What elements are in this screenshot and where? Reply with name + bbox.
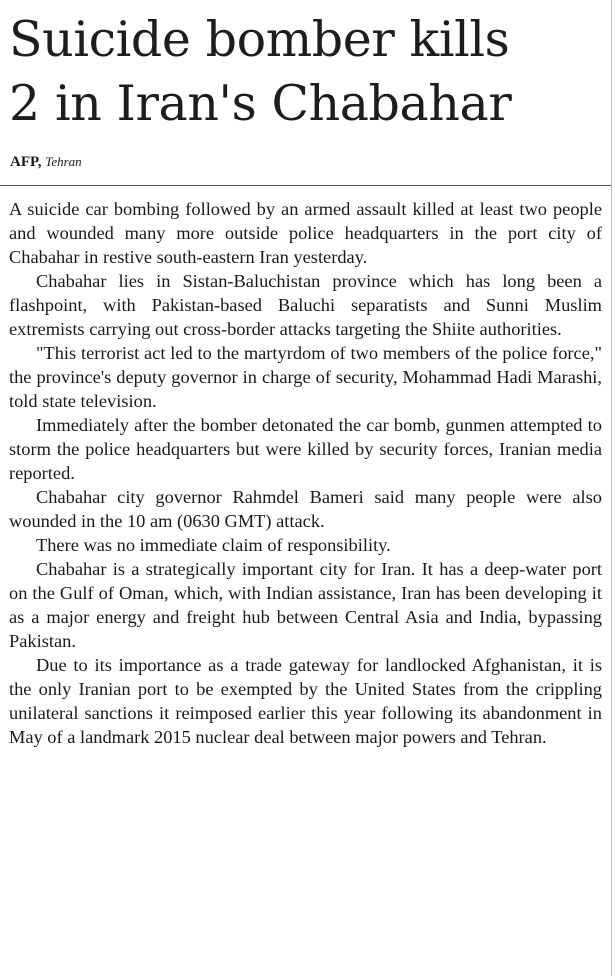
- article-body: [9, 197, 607, 749]
- headline: [9, 8, 607, 136]
- paragraph-5: Chabahar city governor Rahmdel Bameri said many people were also wounded in the 10 am (0630 GMT) attack.: [9, 487, 602, 531]
- byline: [9, 153, 607, 171]
- headline-line-1: Suicide bomber kills: [9, 11, 510, 68]
- byline-dateline: Tehran: [45, 154, 82, 169]
- paragraph-6: There was no immediate claim of responsibility.: [36, 535, 391, 555]
- paragraph-2: Chabahar lies in Sistan-Baluchistan province which has long been a flashpoint, with Pakistan-based Baluchi separatists and Sunni Muslim extremists carrying out cross-border attacks targeting the Shiite authorities.: [9, 271, 602, 339]
- paragraph-4: Immediately after the bomber detonated the car bomb, gunmen attempted to storm the police headquarters but were killed by security forces, Iranian media reported.: [9, 415, 602, 483]
- byline-divider: [0, 185, 612, 186]
- headline-line-2: 2 in Iran's Chabahar: [9, 75, 512, 132]
- byline-agency: AFP,: [10, 154, 42, 170]
- paragraph-1: A suicide car bombing followed by an armed assault killed at least two people and wounded many more outside police headquarters in the port city of Chabahar in restive south-eastern Iran yesterday.: [9, 199, 602, 267]
- clipping-edge: [611, 0, 612, 976]
- paragraph-3: "This terrorist act led to the martyrdom of two members of the police force," the province's deputy governor in charge of security, Mohammad Hadi Marashi, told state television.: [9, 343, 602, 411]
- paragraph-8: Due to its importance as a trade gateway for landlocked Afghanistan, it is the only Iranian port to be exempted by the United States from the crippling unilateral sanctions it reimposed earlier this year following its abandonment in May of a landmark 2015 nuclear deal between major powers and Tehran.: [9, 655, 602, 747]
- paragraph-7: Chabahar is a strategically important city for Iran. It has a deep-water port on the Gulf of Oman, which, with Indian assistance, Iran has been developing it as a major energy and freight hub between Central Asia and India, bypassing Pakistan.: [9, 559, 602, 651]
